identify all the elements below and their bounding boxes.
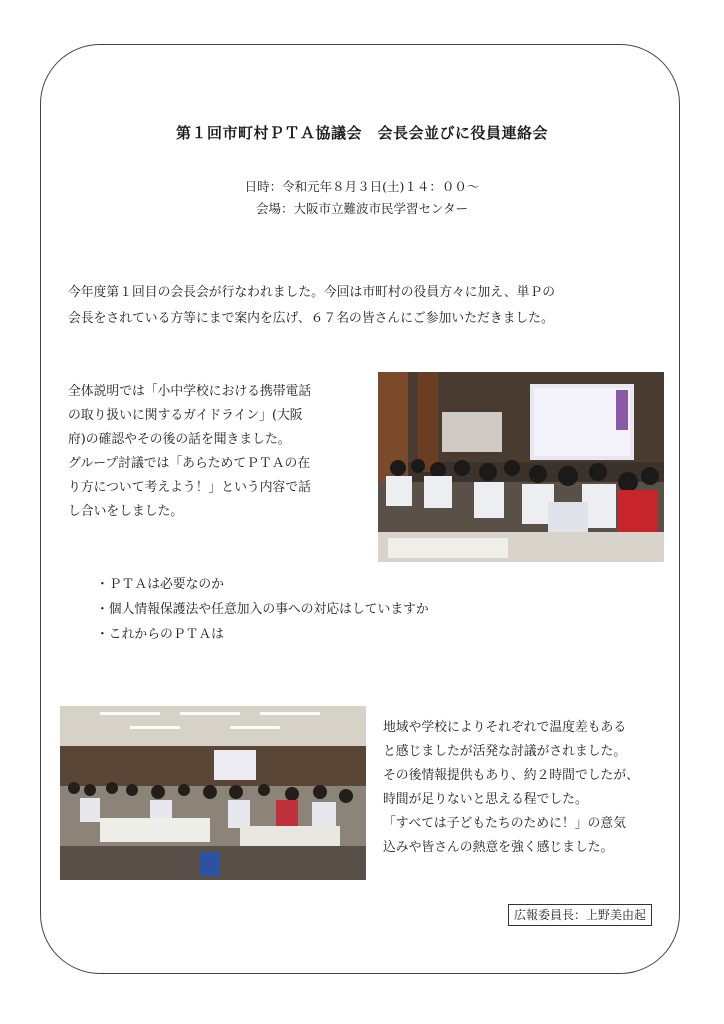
- event-date: 日時：令和元年８月３日(土)１４：００～: [244, 179, 480, 194]
- discussion-summary: 地域や学校によりそれぞれで温度差もある と感じましたが活発な討議がされました。 その後情報提供もあり、約２時間でしたが、 時間が足りないと思える程でした。 「すべては子どもたちのために！」の意気 込みや皆さんの熱意を強く感じました。: [383, 720, 639, 855]
- meeting-photo-projector: [378, 372, 664, 562]
- event-venue: 会場：大阪市立難波市民学習センター: [255, 201, 468, 216]
- discussion-topics: [96, 572, 656, 647]
- author-signature: 広報委員長：上野美由起: [508, 904, 652, 926]
- page-title: 第１回市町村ＰＴＡ協議会 会長会並びに役員連絡会: [175, 124, 548, 142]
- list-item: ・個人情報保護法や任意加入の事への対応はしていますか: [96, 602, 429, 617]
- list-item: ・ＰＴＡは必要なのか: [96, 577, 224, 592]
- list-item: ・これからのＰＴＡは: [96, 627, 224, 642]
- meeting-photo-hall: [60, 706, 366, 880]
- intro-paragraph: 今年度第１回目の会長会が行なわれました。今回は市町村の役員方々に加え、単Ｐの 会長をされている方等にまで案内を広げ、６７名の皆さんにご参加いただきました。: [68, 285, 556, 326]
- discussion-description: 全体説明では「小中学校における携帯電話 の取り扱いに関するガイドライン」(大阪 府)の確認やその後の話を聞きました。 グループ討議では「あらためてＰＴＡの在 り方について考えよう！」という内容で話 し合いをしました。: [68, 384, 312, 519]
